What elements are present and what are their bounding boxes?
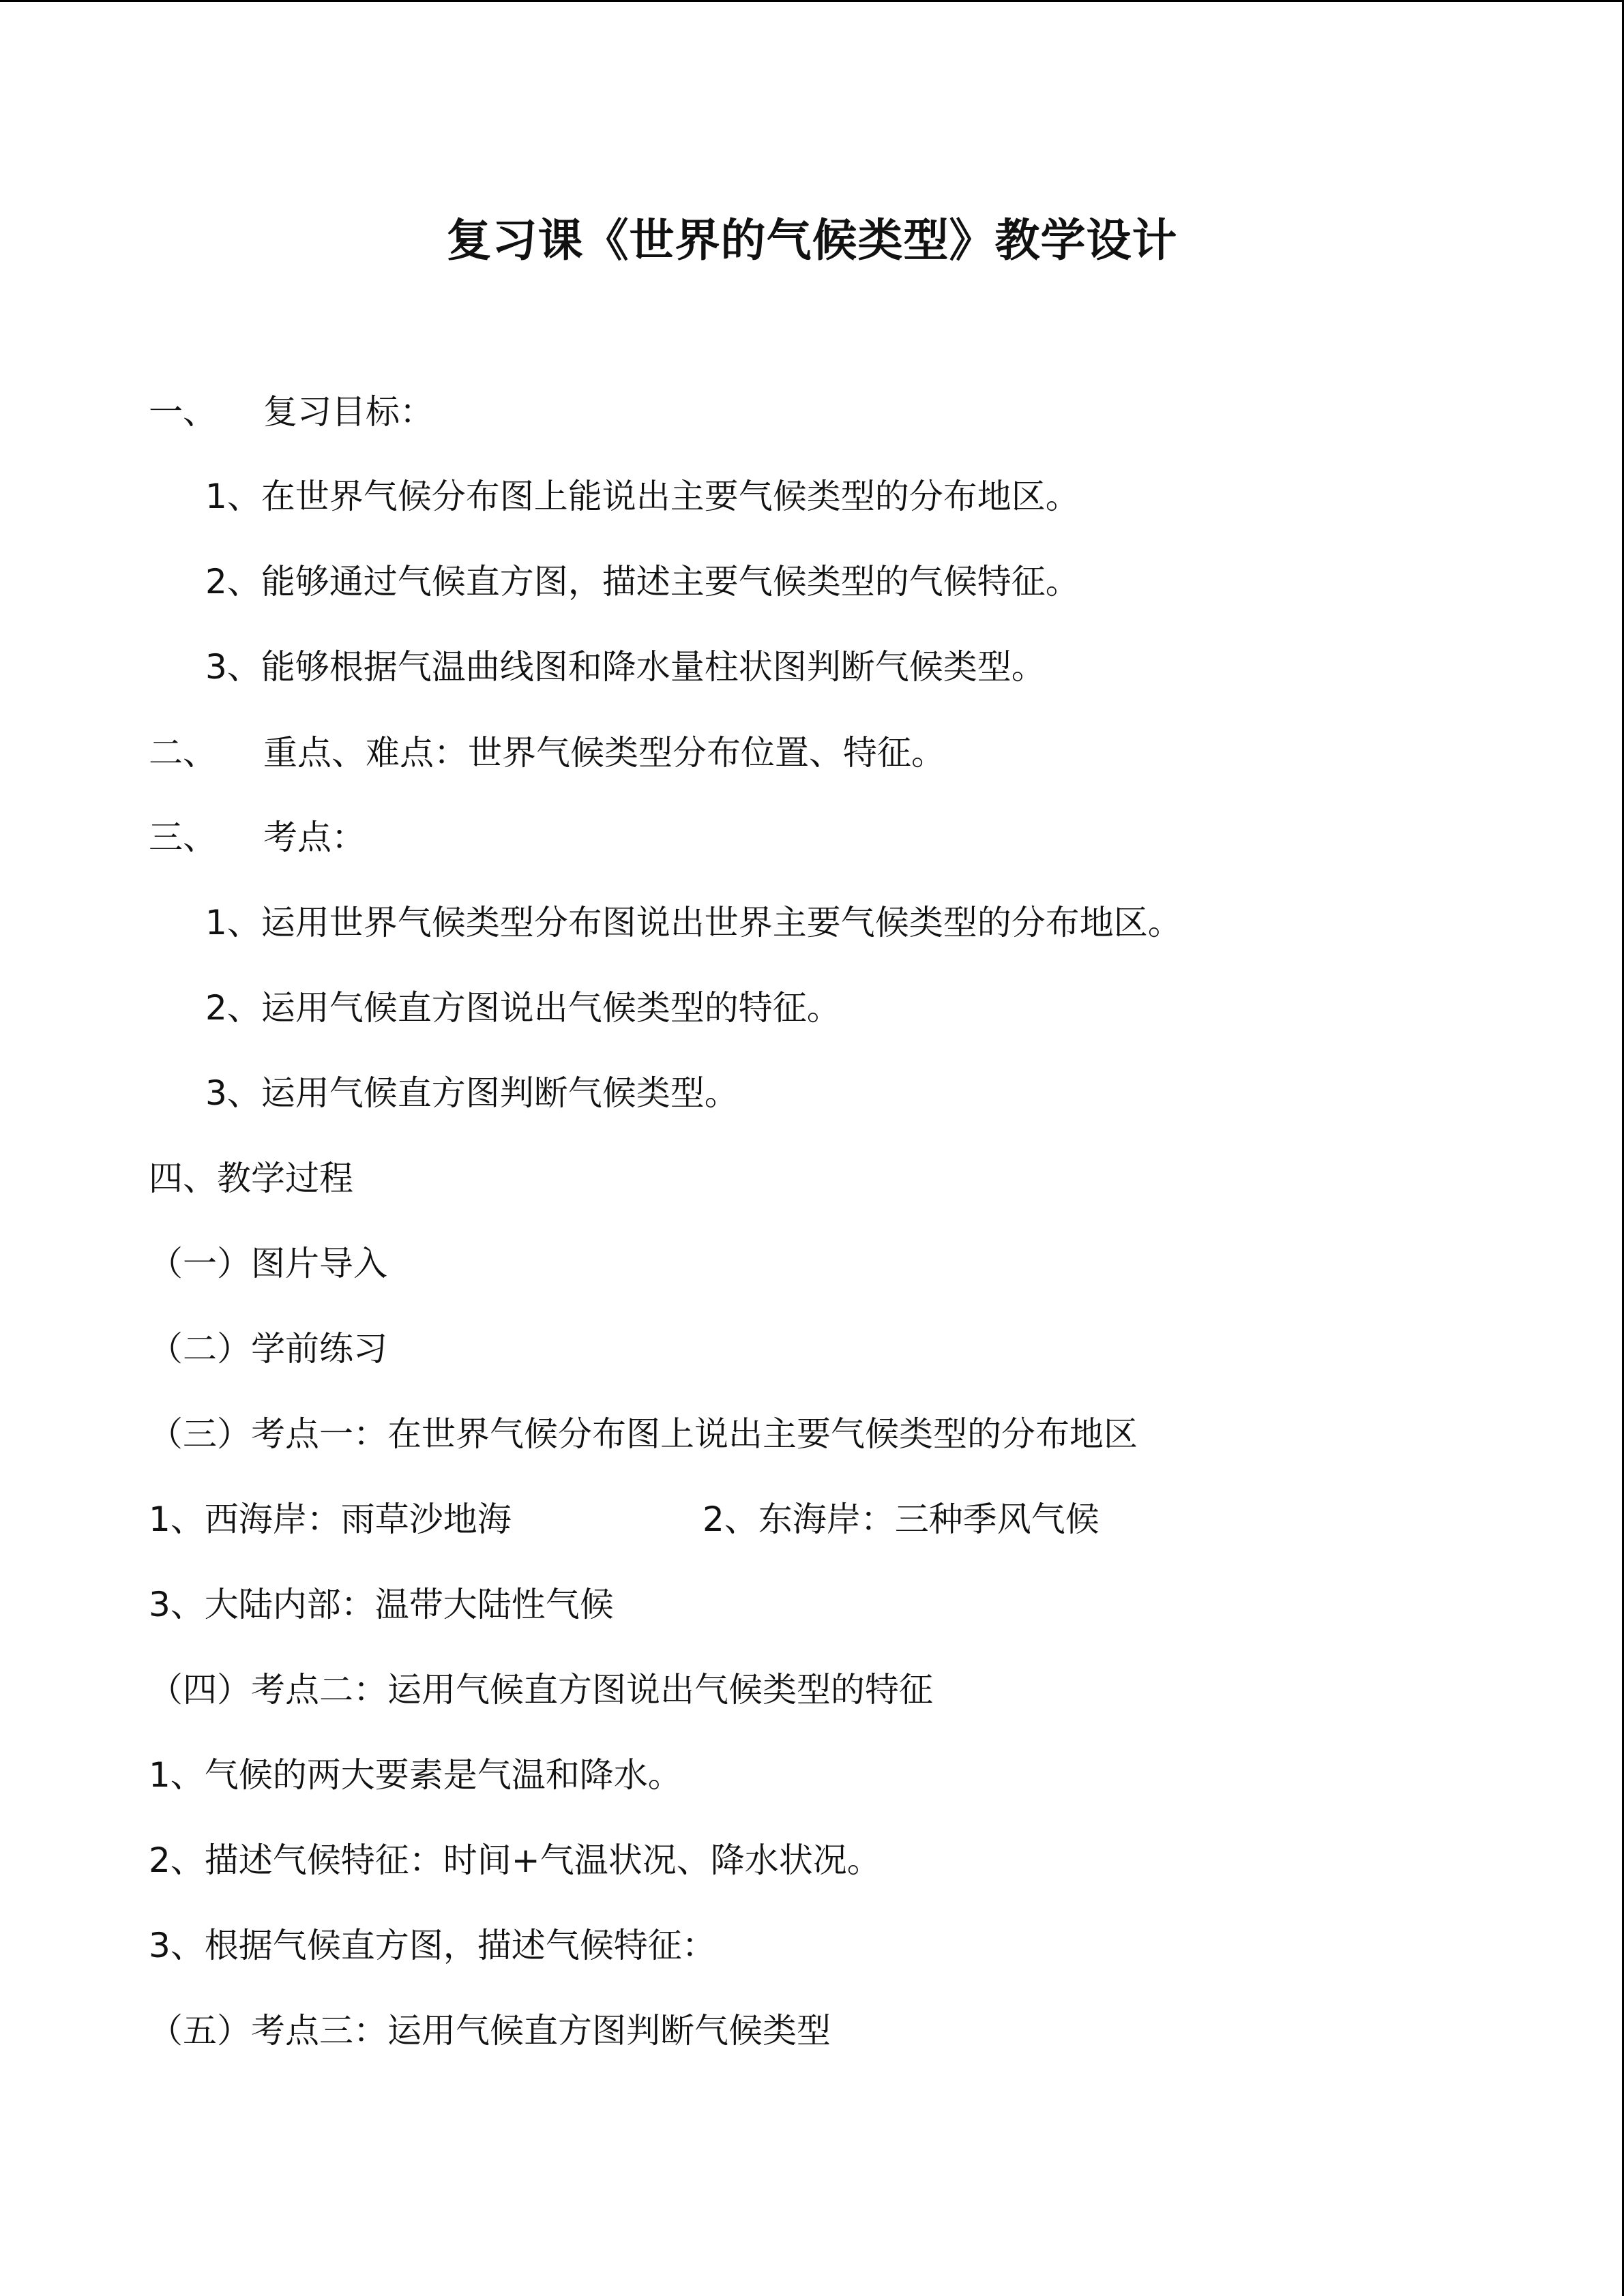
section-1-number: 一、 [149,392,217,432]
section-1-heading [149,388,434,436]
section-2-heading [149,729,945,777]
objective-item-2: 2、能够通过气候直方图，描述主要气候类型的气候特征。 [205,562,1080,601]
objective-item-1: 1、在世界气候分布图上能说出主要气候类型的分布地区。 [205,477,1080,516]
teaching-part-5: （五）考点三：运用气候直方图判断气候类型 [149,2011,831,2051]
exam-point-item-2: 2、运用气候直方图说出气候类型的特征。 [205,988,841,1028]
teaching-part-3: （三）考点一：在世界气候分布图上说出主要气候类型的分布地区 [149,1414,1138,1454]
section-1-title: 复习目标： [263,392,434,432]
teaching-part-2: （二）学前练习 [149,1329,387,1369]
teaching-part-4: （四）考点二：运用气候直方图说出气候类型的特征 [149,1670,933,1710]
exam-point-item-1: 1、运用世界气候类型分布图说出世界主要气候类型的分布地区。 [205,903,1182,942]
document-title: 复习课《世界的气候类型》教学设计 [446,214,1178,267]
part-4-item-1: 1、气候的两大要素是气温和降水。 [149,1755,682,1795]
part-4-item-3: 3、根据气候直方图，描述气候特征： [149,1926,716,1965]
section-3-number: 三、 [149,818,217,857]
section-2-title: 重点、难点：世界气候类型分布位置、特征。 [263,733,945,773]
section-2-number: 二、 [149,733,217,773]
objective-item-3: 3、能够根据气温曲线图和降水量柱状图判断气候类型。 [205,647,1046,687]
section-3-heading [149,814,366,861]
section-3-title: 考点： [263,818,366,857]
part-4-item-2: 2、描述气候特征：时间+气温状况、降水状况。 [149,1840,881,1880]
exam-point-item-3: 3、运用气候直方图判断气候类型。 [205,1073,739,1113]
part-3-item-1: 1、西海岸：雨草沙地海 [149,1500,512,1539]
part-3-item-3: 3、大陆内部：温带大陆性气候 [149,1585,614,1624]
section-4-heading: 四、教学过程 [149,1159,353,1198]
teaching-part-1: （一）图片导入 [149,1244,387,1283]
part-3-item-2: 2、东海岸：三种季风气候 [703,1500,1099,1539]
